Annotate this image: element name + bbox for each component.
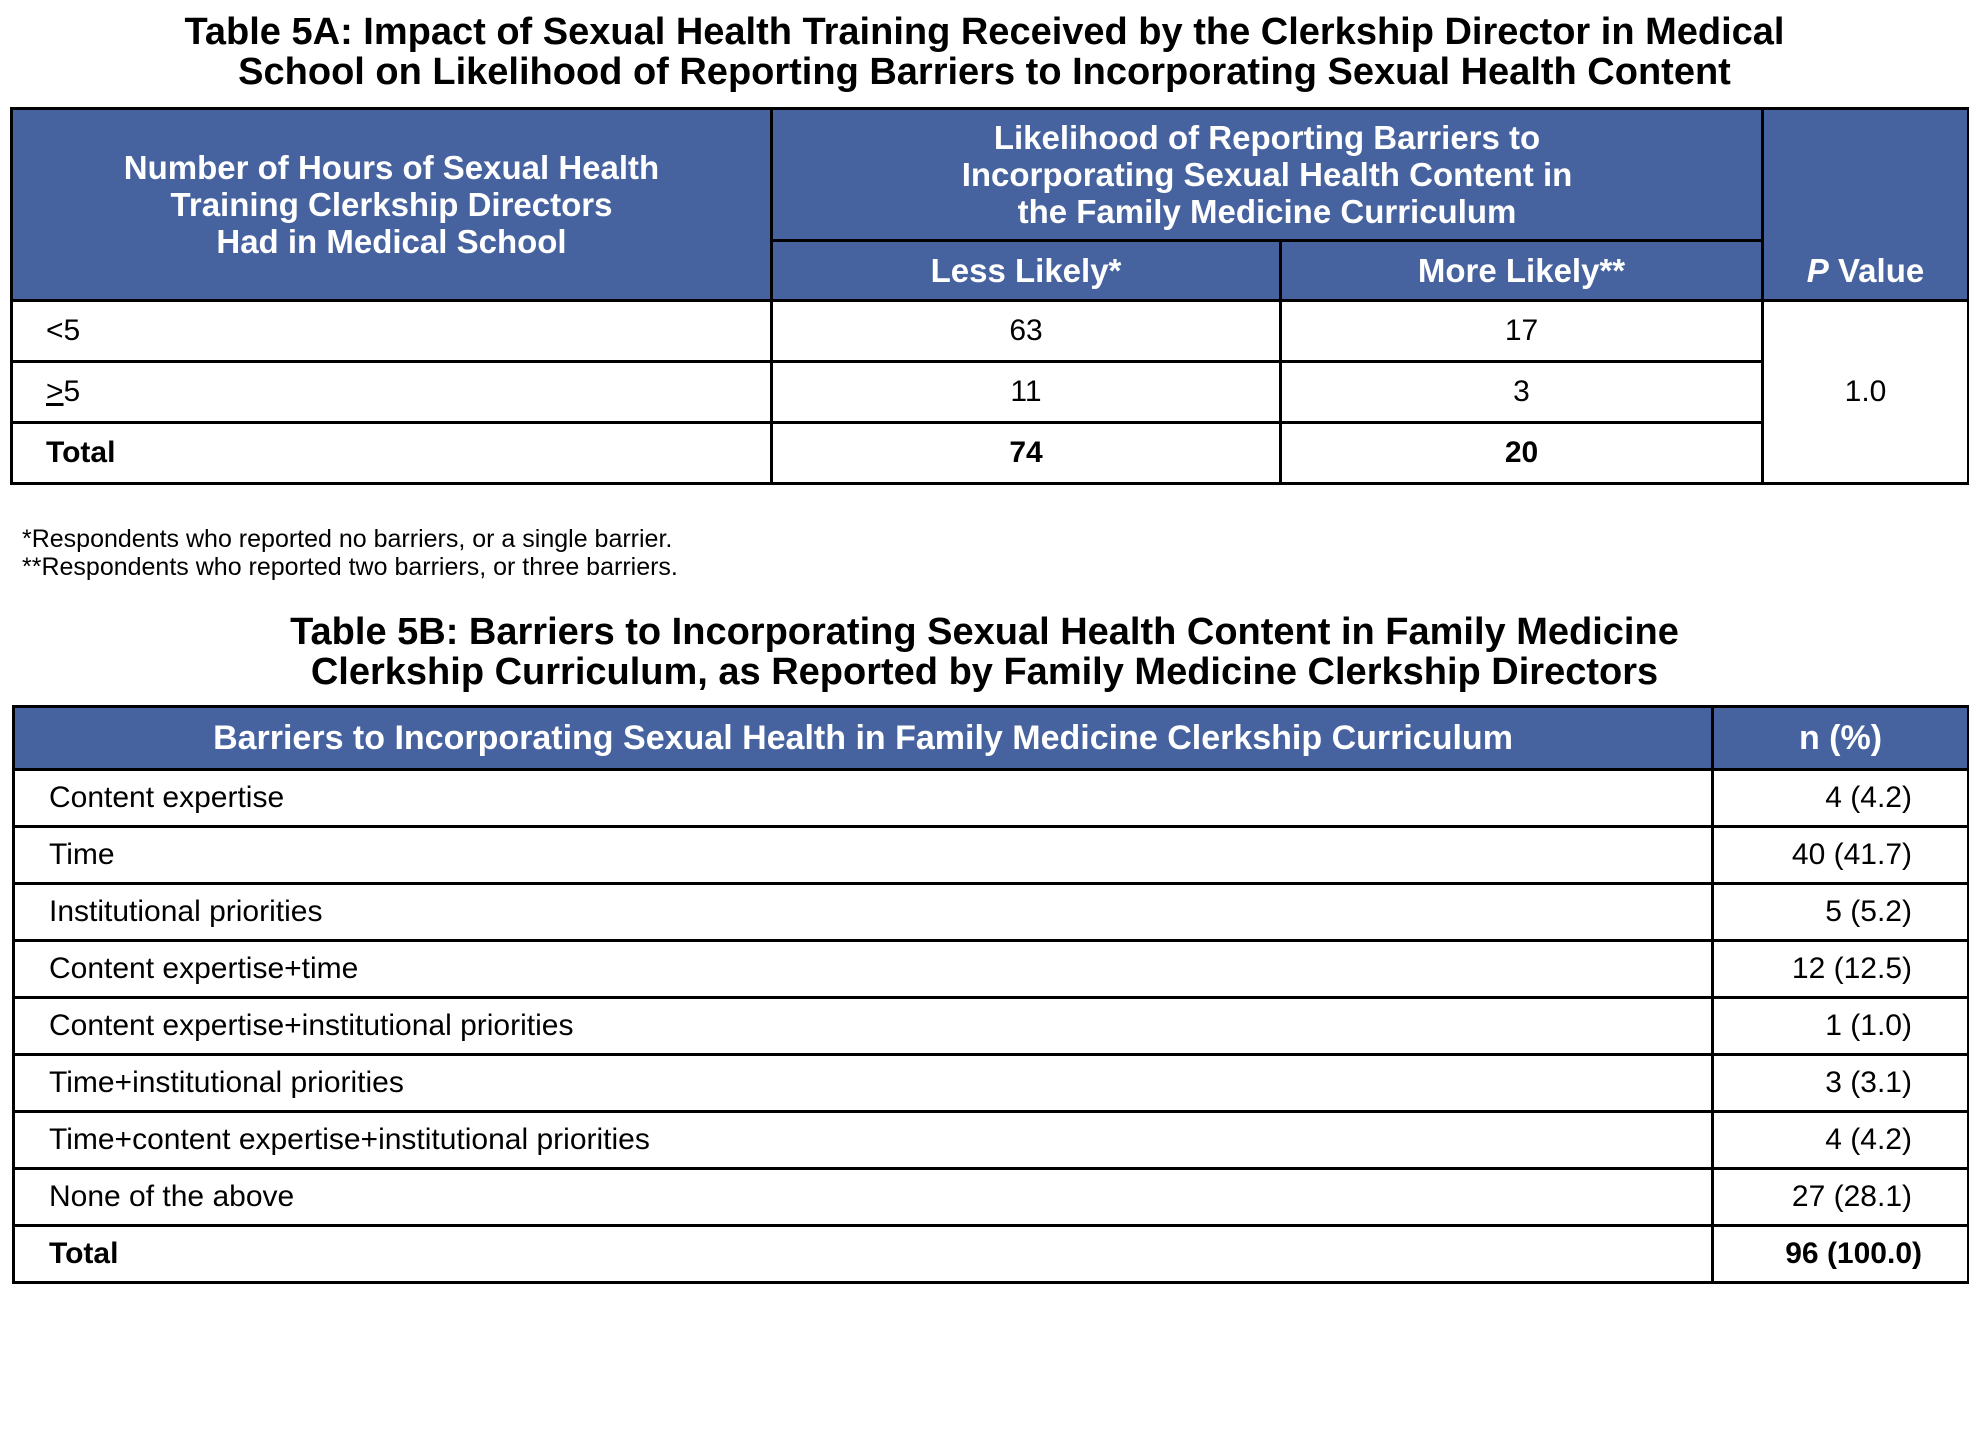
barrier-cell: Content expertise [14,770,1713,827]
barrier-cell: Time+institutional priorities [14,1055,1713,1112]
table-5b-header-row [14,707,1969,770]
footnote: **Respondents who reported two barriers, or three barriers. [22,553,678,581]
p-value-word: Value [1828,252,1925,289]
table-5a-title [0,12,1969,92]
less-likely-total-cell: 74 [772,423,1281,484]
hours-column-header [12,109,772,301]
table-row [14,998,1969,1055]
barrier-cell: Time [14,827,1713,884]
n-percent-cell: 4 (4.2) [1713,770,1969,827]
table-5a [10,107,1969,485]
table-row-total [14,1226,1969,1283]
total-label-cell: Total [14,1226,1713,1283]
table-5a-title-line2: School on Likelihood of Reporting Barriers to Incorporating Sexual Health Content [238,51,1731,93]
n-percent-cell: 12 (12.5) [1713,941,1969,998]
p-letter: P [1806,252,1829,289]
likelihood-header-line: Incorporating Sexual Health Content in [961,156,1573,193]
less-likely-cell: 63 [772,301,1281,362]
barriers-column-header: Barriers to Incorporating Sexual Health in Family Medicine Clerkship Curriculum [14,707,1713,770]
likelihood-column-header [772,109,1763,241]
n-percent-cell: 5 (5.2) [1713,884,1969,941]
table-row [14,770,1969,827]
table-5b [12,705,1969,1284]
table-row [14,1055,1969,1112]
table-5a-footnotes [22,525,678,581]
n-percent-cell: 27 (28.1) [1713,1169,1969,1226]
table-row [14,1112,1969,1169]
n-percent-column-header: n (%) [1713,707,1969,770]
table-5b-title-line1: Table 5B: Barriers to Incorporating Sexual Health Content in Family Medicine [290,611,1679,653]
barrier-cell: Time+content expertise+institutional priorities [14,1112,1713,1169]
table-row-total [12,423,1969,484]
n-percent-cell: 4 (4.2) [1713,1112,1969,1169]
n-percent-cell: 3 (3.1) [1713,1055,1969,1112]
barrier-cell: Institutional priorities [14,884,1713,941]
less-likely-cell: 11 [772,362,1281,423]
more-likely-cell: 3 [1281,362,1763,423]
more-likely-cell: 17 [1281,301,1763,362]
more-likely-total-cell: 20 [1281,423,1763,484]
likelihood-header-line: Likelihood of Reporting Barriers to [993,119,1541,156]
hours-cell [12,362,772,423]
table-5b-title [0,612,1969,692]
likelihood-header-line: the Family Medicine Curriculum [1017,193,1517,230]
table-5a-header-row [12,109,1969,241]
table-row [12,362,1969,423]
hours-header-line: Had in Medical School [216,223,567,260]
table-5b-title-line2: Clerkship Curriculum, as Reported by Family Medicine Clerkship Directors [310,651,1659,693]
table-row [14,941,1969,998]
total-value-cell: 96 (100.0) [1713,1226,1969,1283]
table-row [12,301,1969,362]
barrier-cell: None of the above [14,1169,1713,1226]
total-label-cell: Total [12,423,772,484]
table-row [14,884,1969,941]
barrier-cell: Content expertise+time [14,941,1713,998]
hours-number: 5 [63,375,81,408]
hours-cell: <5 [12,301,772,362]
footnote: *Respondents who reported no barriers, or a single barrier. [22,525,673,553]
more-likely-header: More Likely** [1281,241,1763,301]
less-likely-header: Less Likely* [772,241,1281,301]
p-value-cell: 1.0 [1763,301,1969,484]
barrier-cell: Content expertise+institutional priorities [14,998,1713,1055]
p-value-column-header [1763,109,1969,301]
table-row [14,827,1969,884]
hours-header-line: Training Clerkship Directors [170,186,613,223]
n-percent-cell: 1 (1.0) [1713,998,1969,1055]
hours-header-line: Number of Hours of Sexual Health [123,149,660,186]
table-5a-title-line1: Table 5A: Impact of Sexual Health Training Received by the Clerkship Director in Medical [184,11,1785,53]
greater-equal-symbol: > [46,375,64,408]
n-percent-cell: 40 (41.7) [1713,827,1969,884]
table-row [14,1169,1969,1226]
